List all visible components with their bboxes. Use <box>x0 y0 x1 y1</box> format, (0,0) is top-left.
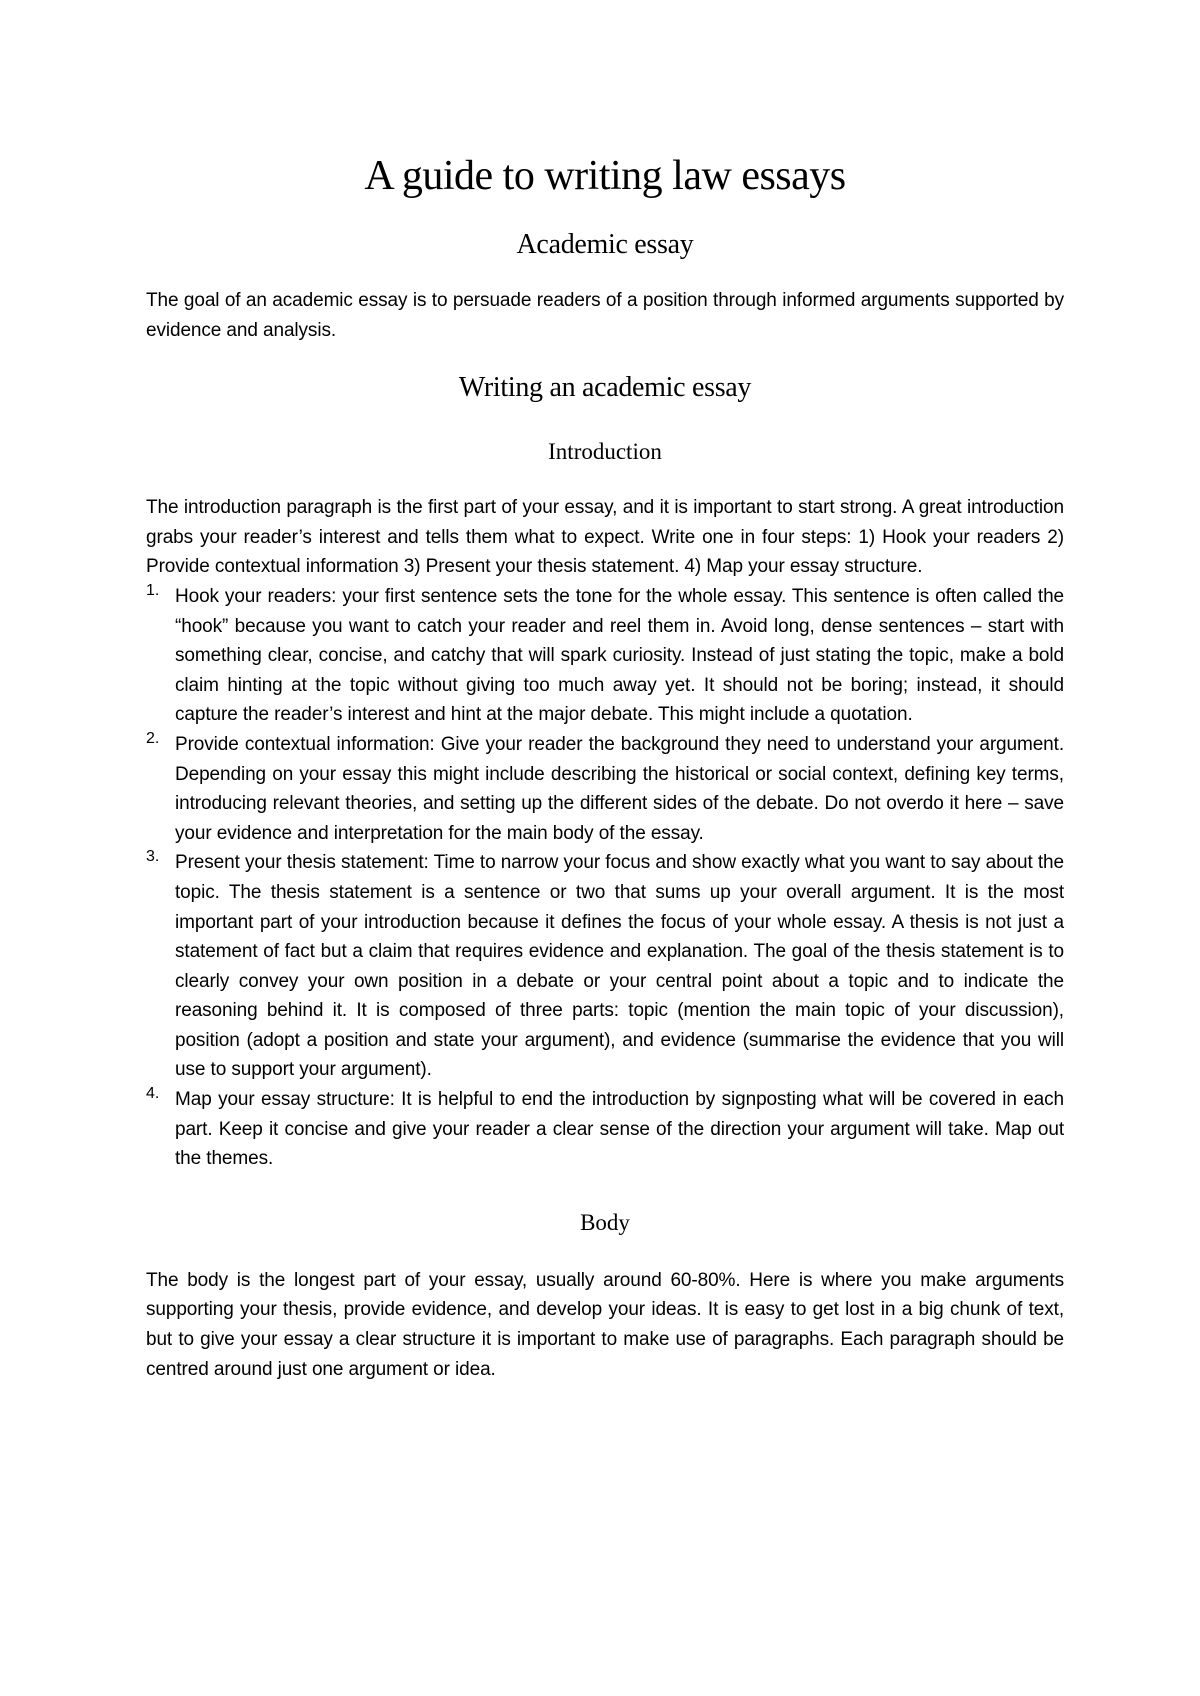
heading-writing-academic-essay: Writing an academic essay <box>458 372 752 404</box>
heading-introduction: Introduction <box>548 439 662 465</box>
list-item-text: Map your essay structure: It is helpful to end the introduction by signposting what will be covered in each part. Keep it concise and give your reader a clear sense of the direction your argument will take. Map out the themes. <box>175 1089 1064 1170</box>
list-item-number: 1. <box>146 581 160 599</box>
list-item <box>146 582 1064 730</box>
academic-essay-paragraph: The goal of an academic essay is to persuade readers of a position through informed arguments supported by evidence and analysis. <box>146 290 1064 341</box>
introduction-paragraph: The introduction paragraph is the first part of your essay, and it is important to start strong. A great introduction grabs your reader’s interest and tells them what to expect. Write one in four steps: 1) Hook your readers 2) Provide contextual information 3) Present your thesis statement. 4) Map your essay structure. <box>146 497 1064 578</box>
list-item-text: Present your thesis statement: Time to narrow your focus and show exactly what you want to say about the topic. The thesis statement is a sentence or two that sums up your overall argument. It is the most important part of your introduction because it defines the focus of your whole essay. A thesis is not just a statement of fact but a claim that requires evidence and explanation. The goal of the thesis statement is to clearly convey your own position in a debate or your central point about a topic and to indicate the reasoning behind it. It is composed of three parts: topic (mention the main topic of your discussion), position (adopt a position and state your argument), and evidence (summarise the evidence that you will use to support your argument). <box>175 852 1064 1081</box>
list-item-text: Hook your readers: your first sentence sets the tone for the whole essay. This sentence is often called the “hook” because you want to catch your reader and reel them in. Avoid long, dense sentences – start with something clear, concise, and catchy that will spark curiosity. Instead of just stating the topic, make a bold claim hinting at the topic without giving too much away yet. It should not be boring; instead, it should capture the reader’s interest and hint at the major debate. This might include a quotation. <box>175 585 1064 726</box>
list-item-number: 3. <box>146 848 160 866</box>
heading-body: Body <box>580 1209 630 1235</box>
list-item <box>146 730 1064 848</box>
document-title: A guide to writing law essays <box>364 153 846 199</box>
list-item-text: Provide contextual information: Give your reader the background they need to understand your argument. Depending on your essay this might include describing the historical or social context, defining key terms, introducing relevant theories, and setting up the different sides of the debate. Do not overdo it here – save your evidence and interpretation for the main body of the essay. <box>175 733 1064 844</box>
body-paragraph: The body is the longest part of your essay, usually around 60-80%. Here is where you make arguments supporting your thesis, provide evidence, and develop your ideas. It is easy to get lost in a big chunk of text, but to give your essay a clear structure it is important to make use of paragraphs. Each paragraph should be centred around just one argument or idea. <box>146 1269 1064 1380</box>
list-item <box>146 848 1064 1085</box>
document-page <box>146 150 1064 1384</box>
introduction-steps-list <box>146 582 1064 1174</box>
heading-academic-essay: Academic essay <box>516 229 694 260</box>
list-item-number: 2. <box>146 729 160 747</box>
list-item-number: 4. <box>146 1085 160 1103</box>
list-item <box>146 1085 1064 1174</box>
